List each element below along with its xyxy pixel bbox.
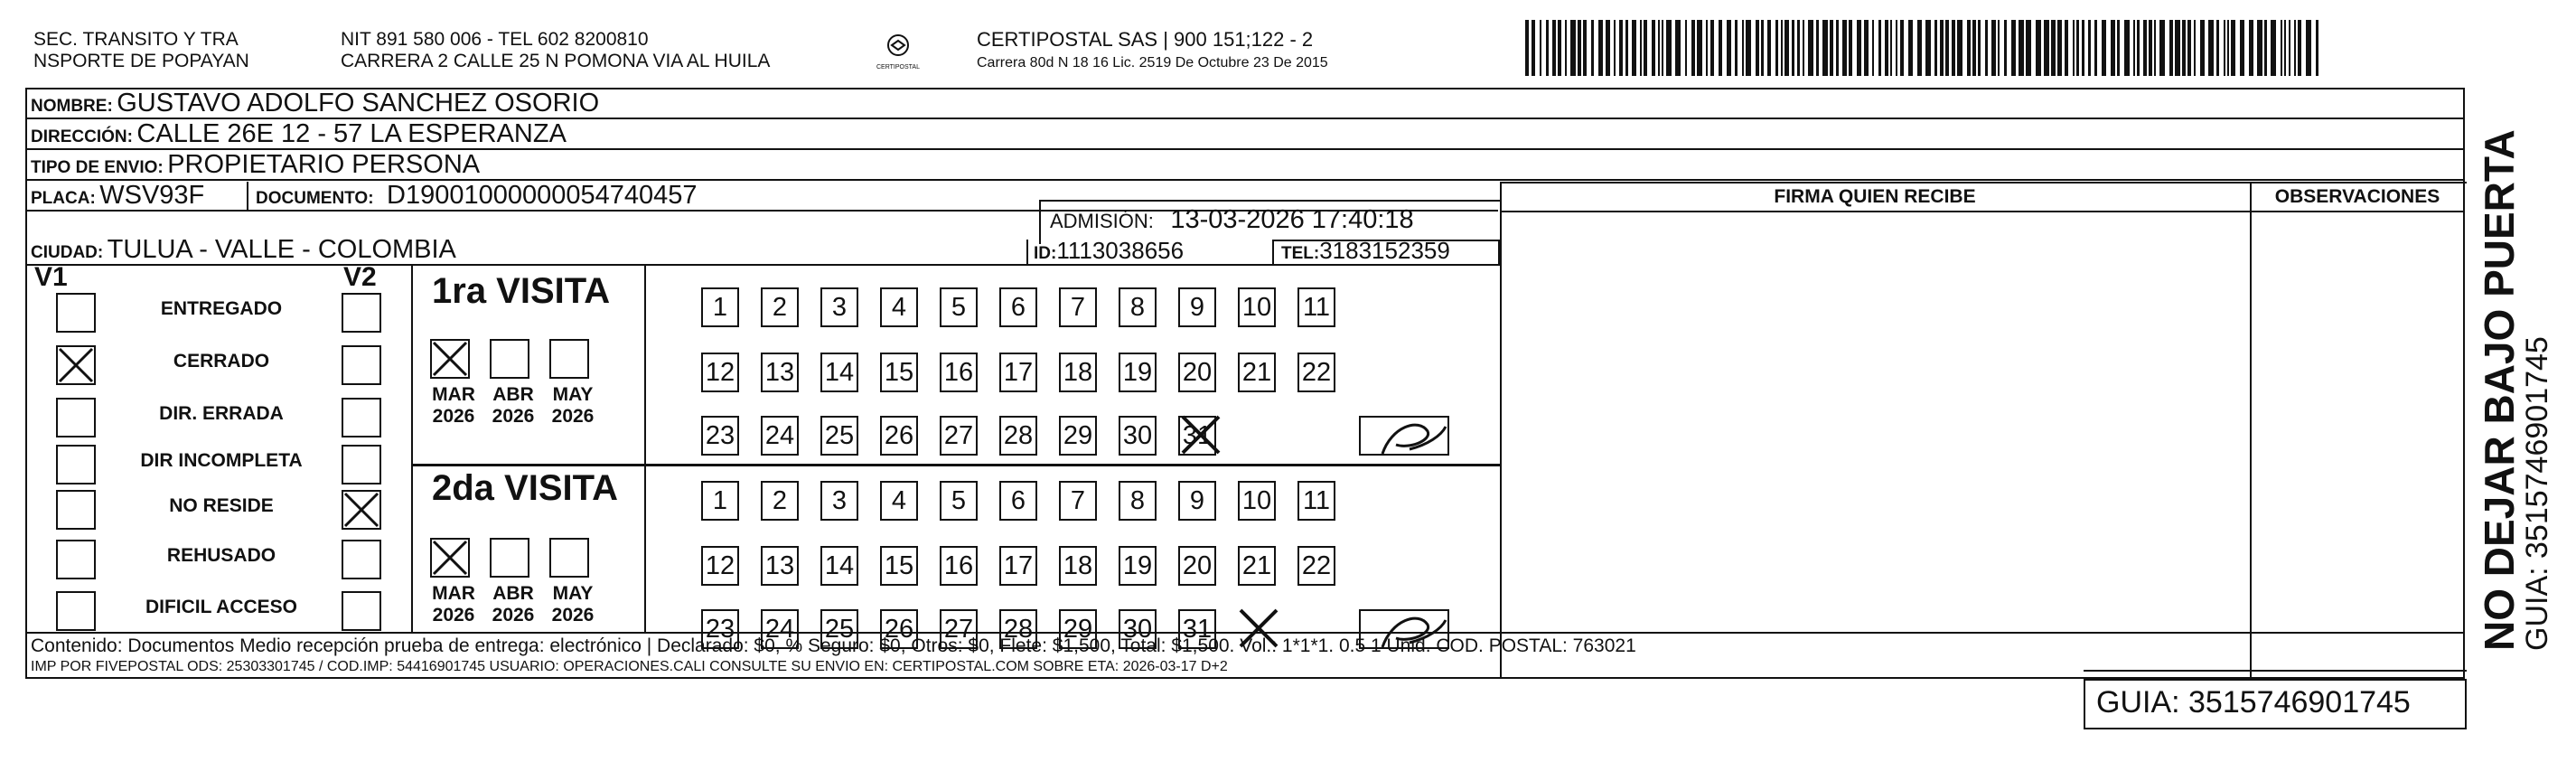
day-box[interactable]: 4 <box>880 481 918 521</box>
motivo-label: DIR. ERRADA <box>159 403 284 424</box>
v1-checkbox[interactable] <box>56 591 96 631</box>
barcode-bar <box>1644 20 1647 76</box>
day-box[interactable]: 6 <box>999 481 1037 521</box>
barcode-bar <box>1662 20 1663 76</box>
barcode-bar <box>2159 20 2165 76</box>
carrier-line-2: Carrera 80d N 18 16 Lic. 2519 De Octubre 23 De 2015 <box>977 55 1328 71</box>
day-box[interactable]: 26 <box>880 609 918 649</box>
barcode-bar <box>1945 20 1949 76</box>
ciudad-label: CIUDAD: <box>31 243 104 262</box>
day-box[interactable]: 16 <box>940 353 978 392</box>
id-field <box>1034 237 1184 268</box>
month-checkbox[interactable] <box>549 339 589 379</box>
barcode-bar <box>1532 20 1535 76</box>
barcode-bar <box>2182 20 2186 76</box>
barcode-bar <box>1691 20 1695 76</box>
barcode-bar <box>2124 20 2130 76</box>
v1-checkbox[interactable] <box>56 293 96 333</box>
barcode <box>1525 20 2318 76</box>
day-box[interactable]: 10 <box>1238 287 1276 327</box>
barcode-bar <box>1985 20 1988 76</box>
barcode-bar <box>1546 20 1549 76</box>
barcode-bar <box>2257 20 2262 76</box>
nombre-label: NOMBRE: <box>31 97 113 116</box>
barcode-bar <box>1685 20 1687 76</box>
barcode-bar <box>1836 20 1839 76</box>
v1-checkbox[interactable] <box>56 345 96 385</box>
barcode-bar <box>2011 20 2016 76</box>
barcode-bar <box>1756 20 1759 76</box>
day-box[interactable]: 22 <box>1297 353 1335 392</box>
day-box[interactable]: 31 <box>1178 609 1216 649</box>
barcode-bar <box>1917 20 1922 76</box>
day-box[interactable]: 1 <box>701 481 739 521</box>
nombre-value: GUSTAVO ADOLFO SANCHEZ OSORIO <box>117 89 600 118</box>
barcode-bar <box>2044 20 2049 76</box>
day-box[interactable]: 18 <box>1059 353 1097 392</box>
motivo-label: REHUSADO <box>166 545 276 566</box>
barcode-bar <box>1614 20 1616 76</box>
signature-area[interactable] <box>1502 212 2248 677</box>
barcode-bar <box>2316 20 2318 76</box>
day-box[interactable]: 19 <box>1119 546 1157 586</box>
day-box[interactable]: 3 <box>820 481 858 521</box>
day-box[interactable]: 26 <box>880 416 918 456</box>
day-box[interactable]: 2 <box>761 481 799 521</box>
side-warning: NO DEJAR BAJO PUERTA <box>2476 129 2523 651</box>
barcode-bar <box>1632 20 1636 76</box>
barcode-bar <box>1598 20 1603 76</box>
barcode-bar <box>2224 20 2225 76</box>
barcode-bar <box>2231 20 2235 76</box>
day-box[interactable]: 7 <box>1059 287 1097 327</box>
visit-1-title: 1ra VISITA <box>432 271 611 311</box>
barcode-bar <box>2149 20 2152 76</box>
barcode-bar <box>1934 20 1937 76</box>
year-label: 2026 <box>551 605 595 626</box>
barcode-bar <box>1619 20 1623 76</box>
motivo-label: DIFICIL ACCESO <box>145 597 297 617</box>
day-box[interactable]: 28 <box>999 609 1037 649</box>
day-box[interactable]: 1 <box>701 287 739 327</box>
motivo-label: ENTREGADO <box>160 298 283 319</box>
month-label: MAR <box>432 384 475 405</box>
firma-header: FIRMA QUIEN RECIBE <box>1774 186 1976 207</box>
day-box[interactable]: 15 <box>880 353 918 392</box>
barcode-bar <box>2094 20 2097 76</box>
day-box[interactable]: 23 <box>701 609 739 649</box>
barcode-bar <box>1925 20 1931 76</box>
barcode-bar <box>1525 20 1529 76</box>
day-box[interactable]: 24 <box>761 609 799 649</box>
ciudad-value: TULUA - VALLE - COLOMBIA <box>107 235 456 264</box>
barcode-bar <box>1640 20 1642 76</box>
direccion-row <box>25 120 2463 150</box>
day-box[interactable]: 27 <box>940 416 978 456</box>
day-box[interactable]: 2 <box>761 287 799 327</box>
barcode-bar <box>1967 20 1971 76</box>
documento-label: DOCUMENTO: <box>256 189 374 208</box>
barcode-bar <box>1784 20 1789 76</box>
barcode-bar <box>1972 20 1976 76</box>
barcode-bar <box>1746 20 1751 76</box>
tipo-envio-row <box>25 151 2463 181</box>
placa-label: PLACA: <box>31 189 96 208</box>
barcode-bar <box>1775 20 1778 76</box>
day-box[interactable]: 3 <box>820 287 858 327</box>
nombre-row <box>25 89 2463 119</box>
day-box[interactable]: 27 <box>940 609 978 649</box>
day-box[interactable]: 31 <box>1178 416 1216 456</box>
v2-checkbox[interactable] <box>342 398 381 437</box>
barcode-bar <box>2289 20 2290 76</box>
documento-value: D19001000000054740457 <box>387 181 698 210</box>
barcode-bar <box>1885 20 1888 76</box>
month-checkbox[interactable] <box>549 538 589 578</box>
side-guia: GUIA: 3515746901745 <box>2520 336 2554 651</box>
footer-line-1: Contenido: Documentos Medio recepción prueba de entrega: electrónico | Declarado: $0, % Seguro: $0, Otros: $0, Flete: $1,500, Total: $1,500. Vol.: 1*1*1. 0.5 1 Unid. COD. POSTAL: 763021 <box>31 635 1636 656</box>
motivo-label: NO RESIDE <box>169 495 274 516</box>
logo-text: CERTIPOSTAL <box>876 64 920 71</box>
barcode-bar <box>2154 20 2156 76</box>
barcode-bar <box>1727 20 1731 76</box>
certipostal-logo <box>875 34 922 71</box>
tel-label: TEL: <box>1281 244 1320 263</box>
day-box[interactable]: 19 <box>1119 353 1157 392</box>
barcode-bar <box>2117 20 2120 76</box>
v2-checkbox[interactable] <box>342 490 381 530</box>
barcode-bar <box>1675 20 1681 76</box>
direccion-value: CALLE 26E 12 - 57 LA ESPERANZA <box>136 119 567 148</box>
barcode-bar <box>1710 20 1714 76</box>
barcode-bar <box>2227 20 2229 76</box>
carrier-line-1: CERTIPOSTAL SAS | 900 151;122 - 2 <box>977 28 1314 51</box>
barcode-bar <box>2240 20 2244 76</box>
barcode-bar <box>1735 20 1738 76</box>
admision-label: ADMISIÓN: <box>1050 210 1154 232</box>
barcode-bar <box>1940 20 1944 76</box>
barcode-bar <box>1625 20 1628 76</box>
barcode-bar <box>1761 20 1764 76</box>
day-box[interactable]: 28 <box>999 416 1037 456</box>
observaciones-header: OBSERVACIONES <box>2274 186 2440 207</box>
barcode-bar <box>1719 20 1722 76</box>
v2-checkbox[interactable] <box>342 540 381 579</box>
barcode-bar <box>1890 20 1892 76</box>
barcode-bar <box>1591 20 1594 76</box>
tipo-envio-label: TIPO DE ENVIO: <box>31 158 164 177</box>
day-box[interactable]: 5 <box>940 481 978 521</box>
id-value: 1113038656 <box>1056 237 1185 264</box>
v1-checkbox[interactable] <box>56 540 96 579</box>
barcode-bar <box>1908 20 1913 76</box>
day-box[interactable]: 23 <box>701 416 739 456</box>
barcode-bar <box>1742 20 1744 76</box>
barcode-bar <box>1666 20 1672 76</box>
barcode-bar <box>2208 20 2214 76</box>
barcode-bar <box>1552 20 1556 76</box>
day-box[interactable]: 8 <box>1119 287 1157 327</box>
barcode-bar <box>1816 20 1819 76</box>
tipo-envio-value: PROPIETARIO PERSONA <box>167 150 481 179</box>
day-box[interactable]: 24 <box>761 416 799 456</box>
barcode-bar <box>1998 20 2000 76</box>
barcode-bar <box>2249 20 2253 76</box>
barcode-bar <box>2036 20 2041 76</box>
day-box[interactable]: 29 <box>1059 609 1097 649</box>
barcode-bar <box>2284 20 2286 76</box>
observaciones-area[interactable] <box>2252 212 2465 677</box>
day-box[interactable]: 13 <box>761 546 799 586</box>
footer-line-2: IMP POR FIVEPOSTAL ODS: 25303301745 / COD.IMP: 54416901745 USUARIO: OPERACIONES.CALI CONSULTE SU ENVIO EN: CERTIPOSTAL.COM SOBRE ETA: 2026-03-17 D+2 <box>31 659 1228 674</box>
year-label: 2026 <box>432 605 475 626</box>
day-box[interactable]: 12 <box>701 546 739 586</box>
direccion-label: DIRECCIÓN: <box>31 127 133 146</box>
barcode-bar <box>1864 20 1869 76</box>
day-box[interactable]: 7 <box>1059 481 1097 521</box>
barcode-bar <box>2076 20 2079 76</box>
year-label: 2026 <box>551 406 595 427</box>
day-box[interactable]: 18 <box>1059 546 1097 586</box>
barcode-bar <box>2137 20 2140 76</box>
barcode-bar <box>2264 20 2267 76</box>
id-label: ID: <box>1034 244 1057 263</box>
handwritten-mark <box>1355 409 1464 463</box>
barcode-bar <box>1540 20 1541 76</box>
side-text <box>2478 129 2553 651</box>
v2-label: V2 <box>343 262 377 292</box>
barcode-bar <box>2200 20 2205 76</box>
barcode-bar <box>2133 20 2135 76</box>
barcode-bar <box>1857 20 1861 76</box>
v2-checkbox[interactable] <box>342 445 381 484</box>
barcode-bar <box>2073 20 2075 76</box>
admision-field <box>1050 203 1414 240</box>
barcode-bar <box>1803 20 1804 76</box>
barcode-bar <box>1957 20 1962 76</box>
barcode-bar <box>1565 20 1567 76</box>
barcode-bar <box>1878 20 1881 76</box>
barcode-bar <box>2102 20 2106 76</box>
day-box[interactable]: 20 <box>1178 546 1216 586</box>
v2-checkbox[interactable] <box>342 591 381 631</box>
barcode-bar <box>1842 20 1847 76</box>
day-box[interactable]: 21 <box>1238 546 1276 586</box>
placa-value: WSV93F <box>99 181 205 210</box>
barcode-bar <box>1578 20 1581 76</box>
day-box[interactable]: 16 <box>940 546 978 586</box>
day-box[interactable]: 22 <box>1297 546 1335 586</box>
day-box[interactable]: 25 <box>820 416 858 456</box>
barcode-bar <box>1558 20 1561 76</box>
v1-checkbox[interactable] <box>56 445 96 484</box>
barcode-bar <box>2271 20 2276 76</box>
v1-label: V1 <box>34 262 68 292</box>
barcode-bar <box>1781 20 1783 76</box>
day-box[interactable]: 14 <box>820 546 858 586</box>
year-label: 2026 <box>492 605 535 626</box>
sender-address: CARRERA 2 CALLE 25 N POMONA VIA AL HUILA <box>341 51 771 71</box>
barcode-bar <box>2082 20 2084 76</box>
barcode-bar <box>1658 20 1660 76</box>
barcode-bar <box>2065 20 2068 76</box>
barcode-bar <box>1991 20 1996 76</box>
barcode-bar <box>1830 20 1833 76</box>
barcode-bar <box>2194 20 2196 76</box>
day-box[interactable]: 17 <box>999 546 1037 586</box>
barcode-bar <box>2051 20 2056 76</box>
day-cross-mark <box>1180 414 1222 456</box>
v1-checkbox[interactable] <box>56 398 96 437</box>
day-box[interactable]: 25 <box>820 609 858 649</box>
barcode-bar <box>1808 20 1813 76</box>
barcode-bar <box>2169 20 2173 76</box>
v2-checkbox[interactable] <box>342 345 381 385</box>
day-box[interactable]: 11 <box>1297 481 1335 521</box>
barcode-bar <box>1606 20 1610 76</box>
month-label: MAY <box>552 384 594 405</box>
day-box[interactable]: 11 <box>1297 287 1335 327</box>
month-label: ABR <box>492 384 534 405</box>
barcode-bar <box>2175 20 2180 76</box>
v1-checkbox[interactable] <box>56 490 96 530</box>
day-box[interactable]: 30 <box>1119 609 1157 649</box>
day-box[interactable]: 4 <box>880 287 918 327</box>
day-box[interactable]: 17 <box>999 353 1037 392</box>
day-box[interactable]: 9 <box>1178 287 1216 327</box>
barcode-bar <box>1792 20 1794 76</box>
day-box[interactable]: 30 <box>1119 416 1157 456</box>
day-box[interactable]: 5 <box>940 287 978 327</box>
documento-field <box>256 182 698 213</box>
tel-field <box>1281 237 1450 268</box>
day-box[interactable]: 12 <box>701 353 739 392</box>
barcode-bar <box>2187 20 2191 76</box>
month-checkbox[interactable] <box>430 538 470 578</box>
barcode-bar <box>1706 20 1708 76</box>
barcode-bar <box>2294 20 2296 76</box>
barcode-bar <box>1697 20 1702 76</box>
barcode-bar <box>2216 20 2219 76</box>
nit-line: NIT 891 580 006 - TEL 602 8200810 <box>341 29 649 50</box>
barcode-bar <box>2057 20 2062 76</box>
barcode-bar <box>2026 20 2031 76</box>
sender-line-1: SEC. TRANSITO Y TRA <box>33 29 239 50</box>
barcode-bar <box>1652 20 1655 76</box>
barcode-bar <box>1797 20 1800 76</box>
barcode-bar <box>2143 20 2147 76</box>
barcode-bar <box>1872 20 1874 76</box>
footer-guia: GUIA: 3515746901745 <box>2096 685 2411 720</box>
barcode-bar <box>1570 20 1576 76</box>
barcode-bar <box>2306 20 2311 76</box>
month-label: MAY <box>552 583 594 604</box>
barcode-bar <box>1767 20 1771 76</box>
year-label: 2026 <box>432 406 475 427</box>
month-label: ABR <box>492 583 534 604</box>
day-box[interactable]: 21 <box>1238 353 1276 392</box>
motivo-label: CERRADO <box>173 351 270 372</box>
month-label: MAR <box>432 583 475 604</box>
barcode-bar <box>2088 20 2091 76</box>
admision-value: 13-03-2026 17:40:18 <box>1170 205 1414 234</box>
day-box[interactable]: 29 <box>1059 416 1097 456</box>
day-box[interactable]: 9 <box>1178 481 1216 521</box>
day-box[interactable]: 10 <box>1238 481 1276 521</box>
barcode-bar <box>1849 20 1852 76</box>
year-label: 2026 <box>492 406 535 427</box>
barcode-bar <box>1900 20 1904 76</box>
month-checkbox[interactable] <box>490 538 529 578</box>
month-checkbox[interactable] <box>430 339 470 379</box>
visit-2-title: 2da VISITA <box>432 468 618 508</box>
barcode-bar <box>2004 20 2007 76</box>
day-box[interactable]: 20 <box>1178 353 1216 392</box>
motivo-label: DIR INCOMPLETA <box>140 450 303 471</box>
barcode-bar <box>1822 20 1828 76</box>
barcode-bar <box>1952 20 1955 76</box>
day-box[interactable]: 8 <box>1119 481 1157 521</box>
day-box[interactable]: 6 <box>999 287 1037 327</box>
barcode-bar <box>2298 20 2301 76</box>
v2-checkbox[interactable] <box>342 293 381 333</box>
barcode-bar <box>1978 20 1981 76</box>
day-box[interactable]: 13 <box>761 353 799 392</box>
month-checkbox[interactable] <box>490 339 529 379</box>
barcode-bar <box>2281 20 2282 76</box>
barcode-bar <box>2019 20 2024 76</box>
tel-value: 3183152359 <box>1319 237 1450 264</box>
barcode-bar <box>2111 20 2115 76</box>
barcode-bar <box>1583 20 1587 76</box>
sender-line-2: NSPORTE DE POPAYAN <box>33 51 249 71</box>
day-box[interactable]: 14 <box>820 353 858 392</box>
day-box[interactable]: 15 <box>880 546 918 586</box>
barcode-bar <box>1896 20 1897 76</box>
